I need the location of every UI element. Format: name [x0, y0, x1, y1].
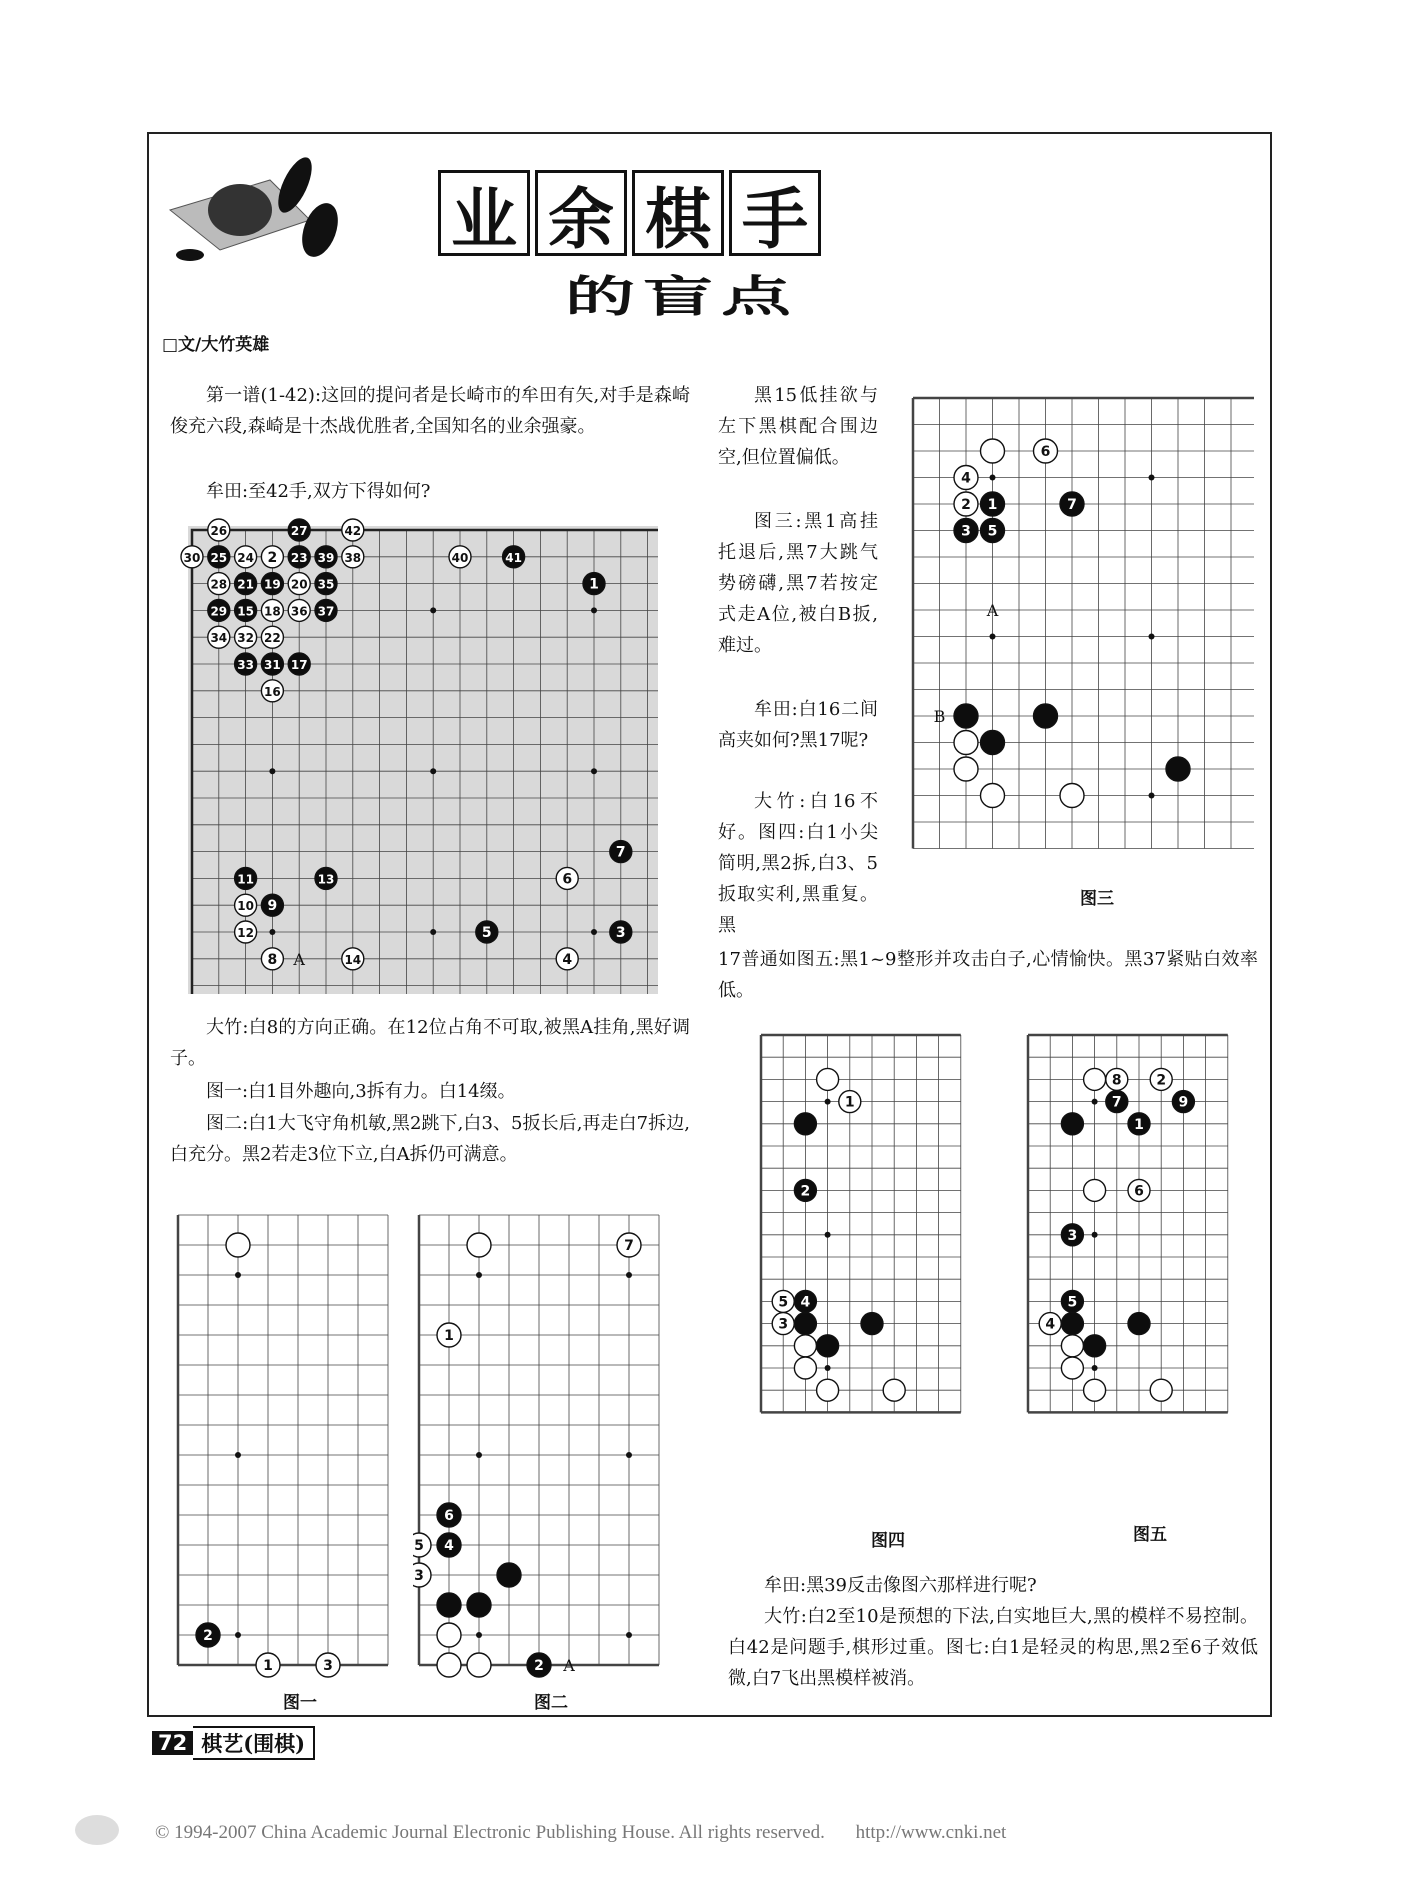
move-number: 1: [444, 1328, 454, 1344]
paragraph-p5: 图二:白1大飞守角机敏,黑2跳下,白3、5扳长后,再走白7拆边,白充分。黑2若走3位下立,白A拆仍可满意。: [170, 1113, 690, 1165]
move-number: 27: [290, 524, 308, 538]
star-point: [626, 1632, 632, 1638]
move-number: 40: [451, 550, 469, 565]
black-stone: [437, 1593, 461, 1617]
white-stone: [437, 1653, 461, 1677]
figure-2-board: [413, 1205, 673, 1681]
star-point: [235, 1452, 241, 1458]
move-number: 2: [267, 549, 278, 566]
move-number: 33: [237, 658, 254, 672]
black-stone: [497, 1563, 521, 1587]
board-surface: [174, 1211, 392, 1669]
board-label: A: [563, 1656, 575, 1675]
paragraph-r6: 牟田:黑39反击像图六那样进行呢?: [764, 1575, 1037, 1596]
move-number: 9: [1178, 1094, 1189, 1111]
move-number: 9: [267, 898, 278, 915]
star-point: [269, 768, 275, 774]
white-stone: [981, 439, 1005, 463]
board-surface: [1024, 1031, 1232, 1416]
caption-figure-1: 图一: [283, 1693, 317, 1713]
star-point: [626, 1452, 632, 1458]
white-stone: [817, 1068, 839, 1090]
move-number: 13: [317, 872, 335, 887]
move-number: 17: [290, 658, 308, 672]
star-point: [1149, 475, 1155, 481]
author-byline: □文/大竹英雄: [162, 335, 270, 355]
black-stone: [1084, 1335, 1106, 1357]
move-number: 1: [987, 497, 998, 513]
star-point: [591, 929, 597, 935]
page-number: 72: [152, 1731, 193, 1755]
white-stone: [1150, 1379, 1172, 1401]
paragraph-r3: 牟田:白16二间高夹如何?黑17呢?: [718, 699, 878, 751]
move-number: 1: [1134, 1116, 1144, 1133]
move-number: 16: [264, 684, 281, 699]
move-number: 8: [1111, 1072, 1122, 1089]
white-stone: [1060, 784, 1084, 808]
title-char: 棋: [632, 170, 724, 256]
move-number: 35: [317, 577, 335, 592]
move-number: 8: [267, 951, 278, 968]
cnki-link[interactable]: http://www.cnki.net: [855, 1822, 1007, 1843]
black-stone: [1034, 704, 1058, 728]
board-surface: [188, 526, 658, 994]
magazine-name: 棋艺(围棋): [193, 1726, 315, 1760]
move-number: 20: [290, 577, 308, 592]
star-point: [825, 1232, 831, 1238]
move-number: 24: [237, 550, 254, 565]
board-surface: [909, 394, 1254, 853]
star-point: [1149, 634, 1155, 640]
move-number: 6: [562, 871, 573, 888]
move-number: 2: [1156, 1072, 1167, 1089]
move-number: 42: [344, 524, 362, 538]
caption-figure-2: 图二: [534, 1693, 568, 1713]
black-stone: [1061, 1313, 1083, 1335]
move-number: 30: [183, 550, 201, 565]
paragraph-p1: 第一谱(1-42):这回的提问者是长崎市的牟田有矢,对手是森崎俊充六段,森崎是十杰战优胜者,全国知名的业余强豪。: [170, 385, 690, 437]
white-stone: [954, 757, 978, 781]
paragraph-r7: 大竹:白2至10是预想的下法,白实地巨大,黑的模样不易控制。白42是问题手,棋形过重。图七:白1是轻灵的构思,黑2至6子效低微,白7飞出黑模样被消。: [728, 1606, 1258, 1689]
move-number: 4: [444, 1538, 454, 1554]
move-number: 14: [344, 952, 362, 967]
move-number: 2: [534, 1658, 544, 1674]
black-stone: [981, 731, 1005, 755]
move-number: 5: [778, 1294, 789, 1311]
white-stone: [1084, 1179, 1106, 1201]
move-number: 39: [317, 550, 335, 565]
move-number: 6: [444, 1508, 454, 1524]
move-number: 1: [844, 1094, 855, 1111]
star-point: [626, 1272, 632, 1278]
move-number: 5: [1067, 1294, 1078, 1311]
move-number: 5: [481, 925, 492, 941]
move-number: 37: [317, 604, 335, 619]
star-point: [591, 607, 597, 613]
white-stone: [981, 784, 1005, 808]
move-number: 1: [263, 1658, 273, 1674]
star-point: [825, 1365, 831, 1371]
black-stone: [954, 704, 978, 728]
move-number: 6: [1040, 444, 1051, 460]
star-point: [1092, 1232, 1098, 1238]
paragraph-p4: 图一:白1目外趣向,3拆有力。白14缀。: [206, 1081, 516, 1102]
black-stone: [794, 1113, 816, 1135]
black-stone: [1166, 757, 1190, 781]
board-surface: [757, 1031, 965, 1416]
move-number: 2: [800, 1183, 811, 1200]
move-number: 3: [961, 523, 971, 540]
figure-3-board: [904, 390, 1254, 870]
article-title: [438, 170, 826, 256]
caption-figure-3: 图三: [1080, 889, 1114, 909]
caption-figure-4: 图四: [871, 1531, 905, 1551]
title-char: 余: [535, 170, 627, 256]
move-number: 21: [237, 577, 254, 592]
move-number: 4: [961, 470, 971, 487]
move-number: 5: [987, 523, 998, 540]
cnki-logo: [75, 1815, 119, 1845]
star-point: [825, 1099, 831, 1105]
star-point: [235, 1632, 241, 1638]
move-number: 32: [237, 631, 254, 646]
move-number: 1: [589, 576, 599, 593]
star-point: [476, 1452, 482, 1458]
move-number: 29: [210, 604, 228, 619]
move-number: 3: [1067, 1227, 1078, 1244]
white-stone: [794, 1357, 816, 1379]
move-number: 2: [961, 497, 971, 513]
black-stone: [467, 1593, 491, 1617]
board-label: B: [933, 707, 946, 726]
move-number: 38: [344, 550, 362, 565]
move-number: 34: [210, 631, 228, 646]
move-number: 4: [1045, 1316, 1056, 1333]
move-number: 26: [210, 524, 228, 538]
move-number: 36: [290, 604, 308, 619]
caption-figure-5: 图五: [1133, 1525, 1167, 1545]
star-point: [476, 1272, 482, 1278]
paragraph-p2: 牟田:至42手,双方下得如何?: [206, 481, 431, 502]
move-number: 2: [203, 1628, 213, 1644]
title-char: 业: [438, 170, 530, 256]
move-number: 4: [562, 951, 573, 968]
main-go-board: [180, 518, 658, 994]
figure-1-board: [172, 1205, 404, 1681]
star-point: [1092, 1365, 1098, 1371]
star-point: [269, 929, 275, 935]
white-stone: [883, 1379, 905, 1401]
move-number: 18: [264, 604, 281, 619]
copyright-line: [155, 1822, 1006, 1844]
white-stone: [467, 1653, 491, 1677]
star-point: [430, 768, 436, 774]
move-number: 41: [505, 550, 522, 565]
go-stones-illustration: [160, 140, 350, 270]
move-number: 6: [1134, 1183, 1144, 1200]
article-subtitle: 的盲点: [565, 271, 799, 323]
white-stone: [226, 1233, 250, 1257]
move-number: 3: [414, 1568, 424, 1584]
star-point: [430, 607, 436, 613]
black-stone: [1061, 1113, 1083, 1135]
paragraph-r2: 图三:黑1高挂托退后,黑7大跳气势磅礴,黑7若按定式走A位,被白B扳,难过。: [718, 511, 878, 656]
copyright-text: © 1994-2007 China Academic Journal Electronic Publishing House. All rights reserved.: [155, 1822, 825, 1843]
white-stone: [817, 1379, 839, 1401]
white-stone: [794, 1335, 816, 1357]
black-stone: [817, 1335, 839, 1357]
move-number: 31: [264, 658, 281, 672]
move-number: 10: [237, 899, 254, 914]
move-number: 12: [237, 926, 254, 940]
move-number: 23: [290, 550, 308, 565]
move-number: 5: [414, 1538, 424, 1554]
white-stone: [467, 1233, 491, 1257]
star-point: [1092, 1099, 1098, 1105]
star-point: [990, 634, 996, 640]
white-stone: [954, 731, 978, 755]
paragraph-r1: 黑15低挂欲与左下黑棋配合围边空,但位置偏低。: [718, 385, 878, 468]
board-label: A: [986, 601, 999, 620]
board-label: A: [293, 949, 305, 969]
star-point: [430, 929, 436, 935]
figure-5-board: [1020, 1027, 1260, 1509]
move-number: 11: [237, 872, 254, 887]
move-number: 7: [1111, 1094, 1122, 1111]
move-number: 22: [264, 631, 281, 646]
star-point: [1149, 793, 1155, 799]
star-point: [476, 1632, 482, 1638]
paragraph-r5: 17普通如图五:黑1~9整形并攻击白子,心情愉快。黑37紧贴白效率低。: [718, 949, 1258, 1001]
black-stone: [794, 1313, 816, 1335]
move-number: 4: [800, 1294, 811, 1311]
star-point: [591, 768, 597, 774]
move-number: 3: [778, 1316, 789, 1333]
move-number: 7: [624, 1238, 634, 1254]
paragraph-r4: 大竹:白16不好。图四:白1小尖简明,黑2拆,白3、5扳取实利,黑重复。黑: [718, 791, 878, 936]
move-number: 19: [264, 577, 281, 592]
white-stone: [1084, 1068, 1106, 1090]
white-stone: [1061, 1357, 1083, 1379]
move-number: 3: [323, 1658, 333, 1674]
white-stone: [437, 1623, 461, 1647]
white-stone: [1061, 1335, 1083, 1357]
star-point: [990, 475, 996, 481]
black-stone: [861, 1313, 883, 1335]
white-stone: [1084, 1379, 1106, 1401]
move-number: 15: [237, 604, 254, 619]
move-number: 28: [210, 577, 228, 592]
page-footer: [152, 1726, 315, 1760]
title-char: 手: [729, 170, 821, 256]
paragraph-p3: 大竹:白8的方向正确。在12位占角不可取,被黑A挂角,黑好调子。: [170, 1017, 690, 1069]
move-number: 25: [210, 550, 228, 565]
black-stone: [1128, 1313, 1150, 1335]
move-number: 7: [1067, 497, 1077, 513]
figure-4-board: [753, 1027, 993, 1509]
move-number: 7: [615, 844, 626, 861]
star-point: [235, 1272, 241, 1278]
move-number: 3: [615, 925, 626, 941]
